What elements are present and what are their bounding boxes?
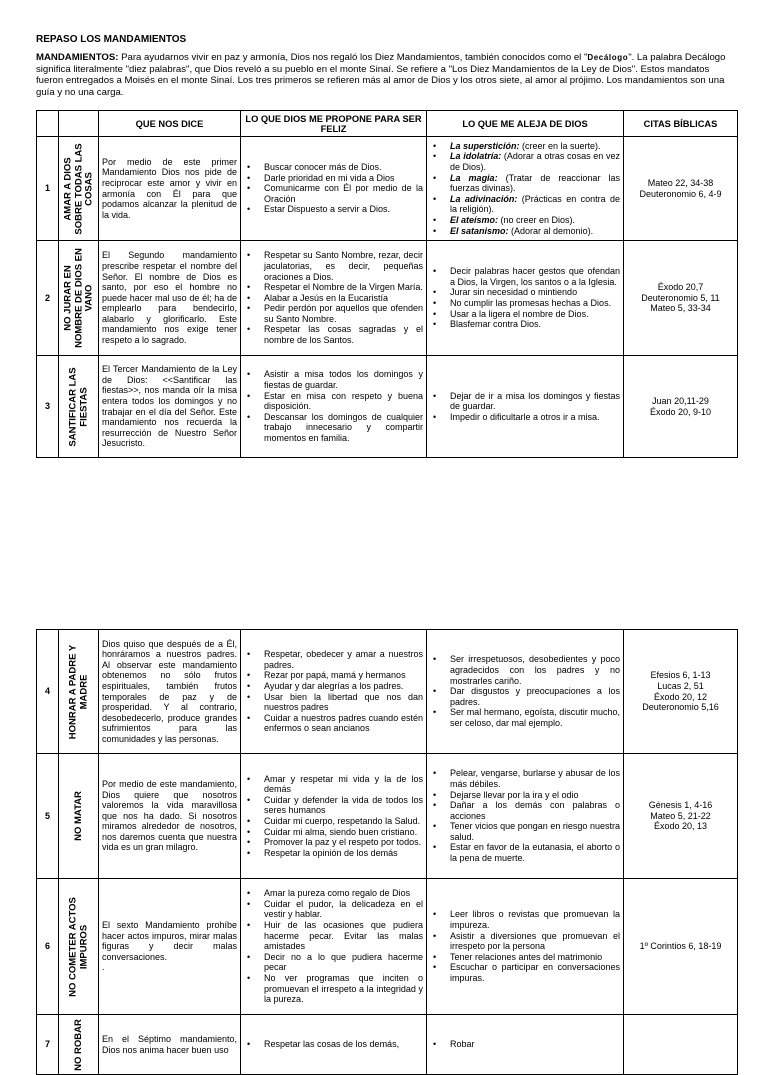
commandment-row	[37, 1015, 738, 1075]
propone-item: • Rezar por papá, mamá y hermanos	[241, 670, 423, 681]
aleja-text: No cumplir las promesas hechas a Dios.	[450, 298, 612, 308]
aleja-item	[427, 790, 620, 801]
commandment-name	[59, 630, 99, 754]
aleja-text: Estar en favor de la eutanasia, el aborto o la pena de muerte.	[450, 842, 620, 864]
propone-item: • Decir no a lo que pudiera hacerme pecar	[241, 952, 423, 973]
commandment-row	[37, 137, 738, 241]
commandment-number: 3	[37, 356, 59, 458]
aleja-list	[427, 768, 620, 863]
commandment-name	[59, 137, 99, 241]
propone-item: • Respetar las cosas de los demás,	[241, 1039, 423, 1050]
header-citas: CITAS BÍBLICAS	[624, 111, 738, 137]
commandment-row	[37, 879, 738, 1015]
aleja-text: (Tratar de reaccionar las fuerzas divinas).	[450, 172, 620, 194]
commandment-row	[37, 356, 738, 458]
header-aleja: LO QUE ME ALEJA DE DIOS	[427, 111, 624, 137]
commandment-propone	[241, 241, 427, 356]
aleja-text: Tener vicios que pongan en riesgo nuestra salud.	[450, 821, 620, 842]
commandment-name-vertical	[63, 248, 95, 348]
propone-item: • Pedir perdón por aquellos que ofenden su Santo Nombre.	[241, 303, 423, 324]
commandment-number: 2	[37, 241, 59, 356]
commandment-name-line: NO MATAR	[72, 791, 84, 841]
commandment-name-vertical	[73, 1019, 84, 1071]
commandment-citas	[624, 630, 738, 754]
propone-list	[241, 250, 423, 345]
propone-item: • Promover la paz y el respeto por todos.	[241, 837, 423, 848]
commandment-citas	[624, 879, 738, 1015]
commandment-dice	[99, 754, 241, 879]
commandment-dice	[99, 1015, 241, 1075]
aleja-item	[427, 151, 620, 172]
propone-item: • Amar y respetar mi vida y la de los demás	[241, 774, 423, 795]
commandment-citas	[624, 754, 738, 879]
cita-item: Efesios 6, 1-13	[650, 670, 711, 681]
propone-item: • Cuidar mi cuerpo, respetando la Salud.	[241, 816, 423, 827]
aleja-term: La idolatría:	[450, 151, 502, 162]
aleja-list	[427, 1039, 620, 1050]
commandments-table-bottom	[36, 629, 738, 1075]
propone-list	[241, 888, 423, 1005]
propone-item: • Amar la pureza como regalo de Dios	[241, 888, 423, 899]
aleja-text: Robar	[450, 1039, 475, 1050]
commandment-propone	[241, 137, 427, 241]
commandment-dice	[99, 356, 241, 458]
aleja-text: Dar disgustos y preocupaciones a los padres.	[450, 686, 620, 707]
aleja-term: La superstición:	[450, 140, 520, 151]
header-name	[59, 111, 99, 137]
commandment-aleja	[427, 754, 624, 879]
commandment-aleja	[427, 879, 624, 1015]
aleja-item	[427, 391, 620, 412]
aleja-text: Blasfemar contra Dios.	[450, 319, 542, 330]
propone-item: • Cuidar y defender la vida de todos los seres humanos	[241, 795, 423, 816]
commandment-row	[37, 241, 738, 356]
cita-item: Mateo 5, 21-22	[650, 810, 711, 821]
aleja-text: Impedir o dificultarle a otros ir a misa.	[450, 411, 600, 422]
propone-item: • Huir de las ocasiones que pudiera hacerme pecar. Evitar las malas amistades	[241, 920, 423, 952]
propone-item: • Estar en misa con respeto y buena disposición.	[241, 391, 423, 412]
aleja-item	[427, 909, 620, 930]
propone-item: • Alabar a Jesús en la Eucaristía	[241, 293, 423, 304]
cita-item: Éxodo 20, 9-10	[649, 406, 712, 417]
commandment-name-line: AMAR A DIOS	[61, 156, 73, 221]
propone-item: • Asistir a misa todos los domingos y fiestas de guardar.	[241, 369, 423, 390]
commandment-citas	[624, 241, 738, 356]
intro-text-1: Para ayudarnos vivir en paz y armonía, Dios nos regaló los Diez Mandamientos, también conocidos como el "	[118, 52, 588, 63]
dice-extra: .	[102, 962, 105, 973]
commandment-name	[59, 1015, 99, 1075]
propone-item: • Respetar la opinión de los demás	[241, 848, 423, 859]
commandment-name-line: HONRAR A PADRE Y	[67, 644, 78, 739]
dice-text: Dios quiso que después de a Él, honráramos a nuestros padres. Al observar este mandamiento obtenemos no sólo frutos espirituales, también frutos temporales de paz y de prosperidad. Y al contrario, desobedecerlo, produce grandes sufrimientos para las comunidades y las personas.	[102, 638, 237, 744]
cita-item: Éxodo 20, 13	[653, 821, 708, 832]
aleja-term: El satanismo:	[450, 225, 509, 236]
propone-item: • No ver programas que inciten o promuevan el irrespeto a la integridad y la pureza.	[241, 973, 423, 1005]
commandment-propone	[241, 754, 427, 879]
cita-item: Mateo 22, 34-38	[647, 177, 714, 188]
propone-item: • Cuidar mi alma, siendo buen cristiano.	[241, 827, 423, 838]
aleja-text: Dañar a los demás con palabras o acciones	[450, 800, 620, 821]
aleja-item	[427, 654, 620, 686]
propone-item: • Respetar su Santo Nombre, rezar, decir jaculatorias, es decir, pequeñas oraciones a Dios.	[241, 250, 423, 282]
aleja-list	[427, 266, 620, 330]
aleja-text: Usar a la ligera el nombre de Dios.	[450, 308, 589, 319]
cita-item: Lucas 2, 51	[657, 680, 704, 691]
propone-item: • Cuidar a nuestros padres cuando estén enfermos o sean ancianos	[241, 713, 423, 734]
dice-text: El Segundo mandamiento prescribe respetar el nombre del Señor. El nombre de Dios es santo, por eso el hombre no puede hacer mal uso de él; ha de emplearlo para bendecirlo, alabarlo y glorificarlo. Este mandamiento nos exige tener respeto a lo sagrado.	[102, 250, 237, 346]
aleja-term: El ateísmo:	[450, 214, 499, 225]
aleja-text: Escuchar o participar en conversaciones impuras.	[450, 962, 620, 983]
dice-text: El Tercer Mandamiento de la Ley de Dios: <<Santificar las fiestas>>, nos manda oír la misa entera todos los domingos y no trabajar en el día del Señor. Este mandamiento nos recuerda la resurrección de Nuestro Señor Jesucristo.	[102, 364, 237, 449]
intro-paragraph	[36, 52, 736, 98]
commandment-name-vertical	[63, 143, 95, 234]
propone-list	[241, 649, 423, 734]
cita-item: Deuteronomio 5,16	[642, 702, 719, 713]
commandment-number: 5	[37, 754, 59, 879]
commandment-name-line: SANTIFICAR LAS	[67, 366, 78, 447]
intro-label: MANDAMIENTOS:	[36, 52, 119, 63]
commandment-row	[37, 630, 738, 754]
aleja-item	[427, 931, 620, 952]
cita-item: Génesis 1, 4-16	[648, 800, 713, 811]
commandment-aleja	[427, 356, 624, 458]
commandment-name	[59, 241, 99, 356]
propone-item: • Respetar el Nombre de la Virgen María.	[241, 282, 423, 293]
commandment-citas	[624, 356, 738, 458]
aleja-text: Leer libros o revistas que promuevan la impureza.	[450, 909, 620, 931]
commandment-name-line: NO ROBAR	[72, 1018, 84, 1071]
commandment-propone	[241, 879, 427, 1015]
commandment-number: 6	[37, 879, 59, 1015]
propone-item: • Respetar, obedecer y amar a nuestros padres.	[241, 649, 423, 670]
commandment-name-line: MADRE	[77, 674, 89, 709]
cita-item: Juan 20,11-29	[652, 395, 709, 406]
document-title: REPASO LOS MANDAMIENTOS	[36, 34, 187, 45]
aleja-item	[427, 821, 620, 842]
aleja-item	[427, 1039, 620, 1050]
aleja-text: Tener relaciones antes del matrimonio	[450, 951, 603, 962]
commandment-aleja	[427, 137, 624, 241]
aleja-text: (Adorar a otras cosas en vez de Dios).	[450, 151, 620, 173]
propone-item: • Descansar los domingos de cualquier trabajo innecesario y compartir momentos en familia.	[241, 412, 423, 444]
dice-text: El sexto Mandamiento prohíbe hacer actos impuros, mirar malas figuras y decir malas conversaciones.	[102, 920, 237, 962]
aleja-list	[427, 654, 620, 728]
commandment-name-line: SOBRE TODAS LAS	[72, 142, 84, 235]
commandment-number: 7	[37, 1015, 59, 1075]
propone-list	[241, 774, 423, 859]
aleja-text: Jurar sin necesidad o mintiendo	[450, 287, 578, 298]
propone-list	[241, 162, 423, 215]
aleja-text: Decir palabras hacer gestos que ofendan a Dios, la Virgen, los santos o a la Iglesia.	[450, 266, 620, 287]
commandment-name-line: FIESTAS	[77, 386, 89, 427]
aleja-list	[427, 141, 620, 236]
commandment-aleja	[427, 630, 624, 754]
aleja-item	[427, 768, 620, 789]
commandment-dice	[99, 241, 241, 356]
commandment-name-vertical	[68, 367, 89, 446]
propone-item: • Ayudar y dar alegrías a los padres.	[241, 681, 423, 692]
cita-item: Mateo 5, 33-34	[650, 303, 711, 314]
commandment-name	[59, 754, 99, 879]
propone-list	[241, 369, 423, 443]
commandment-name-line: NO JURAR EN	[61, 265, 73, 331]
aleja-text: (no creer en Dios).	[498, 214, 576, 225]
commandment-propone	[241, 630, 427, 754]
dice-text: En el Séptimo mandamiento, Dios nos anima hacer buen uso	[102, 1033, 237, 1055]
commandment-dice	[99, 630, 241, 754]
aleja-list	[427, 391, 620, 423]
header-propone: LO QUE DIOS ME PROPONE PARA SER FELIZ	[241, 111, 427, 137]
aleja-text: (Adorar al demonio).	[508, 225, 594, 236]
commandment-name-line: VANO	[82, 284, 94, 312]
aleja-text: Dejarse llevar por la ira y el odio	[450, 789, 579, 800]
intro-text-2: ". La palabra Decálogo significa literalmente "diez palabras", que Dios reveló a su pueblo en el monte Sinaí. Se refiere a "Los Diez Mandamientos de la Ley de Dios". Estos mandatos fueron entregados a Moisés en el monte Sinaí. Los tres primeros se refieren más al amor de Dios y los otros siete, al amor al prójimo. Los mandamientos son una guía y no una carga.	[36, 52, 726, 98]
commandment-name	[59, 879, 99, 1015]
aleja-list	[427, 909, 620, 983]
commandment-dice	[99, 879, 241, 1015]
propone-item: • Darle prioridad en mi vida a Dios	[241, 173, 423, 184]
aleja-item	[427, 962, 620, 983]
commandment-aleja	[427, 1015, 624, 1075]
propone-item: • Comunicarme con Él por medio de la Oración	[241, 183, 423, 204]
aleja-item	[427, 319, 620, 330]
commandment-name-line: NO COMETER ACTOS	[67, 896, 78, 997]
cita-item: Éxodo 20, 12	[653, 691, 708, 702]
commandment-propone	[241, 356, 427, 458]
propone-list	[241, 1039, 423, 1050]
aleja-item	[427, 309, 620, 320]
aleja-item	[427, 952, 620, 963]
aleja-text: (Prácticas en contra de la religión).	[450, 193, 621, 215]
commandment-name	[59, 356, 99, 458]
aleja-item	[427, 226, 620, 237]
aleja-text: Ser irrespetuosos, desobedientes y poco agradecidos con los padres y no mostrarles cariño.	[450, 654, 620, 686]
aleja-item	[427, 266, 620, 287]
commandment-name-vertical	[68, 897, 89, 997]
commandment-name-line: NOMBRE DE DIOS EN	[72, 248, 84, 348]
propone-item: • Usar bien la libertad que nos dan nuestros padres	[241, 692, 423, 713]
cita-item: Deuteronomio 5, 11	[641, 292, 720, 303]
commandment-aleja	[427, 241, 624, 356]
commandment-name-line: IMPUROS	[77, 924, 89, 969]
aleja-text: Asistir a diversiones que promuevan el irrespeto por la persona	[450, 930, 620, 952]
aleja-text: Pelear, vengarse, burlarse y abusar de los más débiles.	[450, 768, 620, 789]
commandment-propone	[241, 1015, 427, 1075]
propone-item: • Respetar las cosas sagradas y el nombre de los Santos.	[241, 324, 423, 345]
header-dice: QUE NOS DICE	[99, 111, 241, 137]
aleja-item	[427, 215, 620, 226]
aleja-item	[427, 173, 620, 194]
propone-item: • Estar Dispuesto a servir a Dios.	[241, 204, 423, 215]
propone-item: • Buscar conocer más de Dios.	[241, 162, 423, 173]
intro-decalogo: Decálogo	[587, 53, 629, 62]
commandment-name-vertical	[73, 791, 84, 841]
aleja-item	[427, 842, 620, 863]
commandment-name-line: COSAS	[82, 171, 94, 206]
cita-item: Éxodo 20,7	[657, 282, 704, 293]
commandment-dice	[99, 137, 241, 241]
aleja-text: (creer en la suerte).	[519, 140, 601, 151]
aleja-term: La magia:	[450, 172, 498, 183]
aleja-item	[427, 287, 620, 298]
commandment-citas	[624, 137, 738, 241]
aleja-item	[427, 298, 620, 309]
commandment-row	[37, 754, 738, 879]
header-num	[37, 111, 59, 137]
propone-item: • Cuidar el pudor, la delicadeza en el vestir y hablar.	[241, 899, 423, 920]
commandment-number: 1	[37, 137, 59, 241]
aleja-item	[427, 686, 620, 707]
table-header-row	[37, 111, 738, 137]
cita-item: Deuteronomio 6, 4-9	[639, 188, 722, 199]
aleja-text: Ser mal hermano, egoísta, discutir mucho, ser celoso, dar mal ejemplo.	[450, 707, 620, 728]
commandment-number: 4	[37, 630, 59, 754]
dice-text: Por medio de este mandamiento, Dios quiere que nosotros valoremos la vida maravillosa que nos ha dado. Si nosotros miramos alrededor de nosotros, nos daremos cuenta que nuestra vida es un gran milagro.	[102, 778, 237, 853]
aleja-item	[427, 800, 620, 821]
commandment-citas	[624, 1015, 738, 1075]
commandment-name-vertical	[68, 644, 89, 738]
aleja-item	[427, 707, 620, 728]
aleja-text: Dejar de ir a misa los domingos y fiestas de guardar.	[450, 390, 620, 412]
aleja-item	[427, 141, 620, 152]
commandments-table-top	[36, 110, 738, 458]
cita-item: 1º Corintios 6, 18-19	[639, 941, 722, 952]
aleja-item	[427, 412, 620, 423]
dice-text: Por medio de este primer Mandamiento Dios nos pide de reciprocar este amor y vivir en armonía con Él para que podamos alcanzar la plenitud de la vida.	[102, 156, 237, 220]
aleja-item	[427, 194, 620, 215]
aleja-term: La adivinación:	[450, 193, 518, 204]
